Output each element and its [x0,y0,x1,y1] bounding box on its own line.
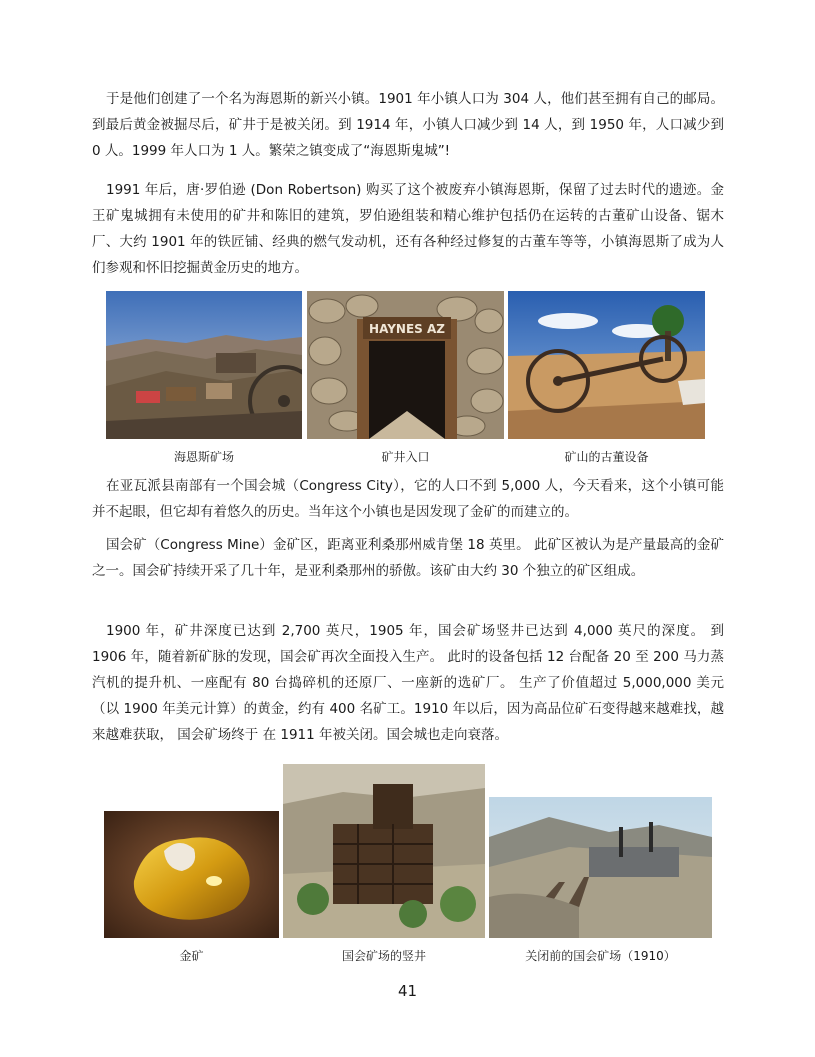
mine-entrance-photo [307,291,504,439]
caption-mine-entrance: 矿井入口 [381,450,430,464]
caption-antique-equipment: 矿山的古董设备 [564,450,649,464]
paragraph-haynes-town: 于是他们创建了一个名为海恩斯的新兴小镇。1901 年小镇人口为 304 人，他们甚至拥有自己的邮局。到最后黄金被掘尽后，矿井于是被关闭。到 1914 年，小镇人口减少到 14 人，到 1950 年，人口减少到 0 人。1999 年人口为 1 人。繁荣之镇变成了“海恩斯鬼城”! [92,91,724,159]
paragraph-congress-city: 在亚瓦派县南部有一个国会城（Congress City），它的人口不到 5,000 人，今天看来，这个小镇可能并不起眼，但它却有着悠久的历史。当年这个小镇也是因发现了金矿的而建立的。 [92,478,724,520]
paragraph-congress-mine: 国会矿（Congress Mine）金矿区，距离亚利桑那州威肯堡 18 英里。 此矿区被认为是产量最高的金矿之一。国会矿持续开采了几十年，是亚利桑那州的骄傲。该矿由大约 30 个独立的矿区组成。 [92,537,724,579]
gold-nugget-photo [104,811,279,938]
caption-haynes-mine: 海恩斯矿场 [173,450,234,464]
antique-equipment-photo [508,291,705,439]
congress-mine-1910-photo [489,797,712,938]
mine-sign-text: HAYNES AZ [369,322,445,336]
haynes-mine-photo [106,291,302,439]
caption-mine-shaft: 国会矿场的竖井 [341,949,426,963]
page-number: 41 [397,982,418,1000]
paragraph-don-robertson: 1991 年后，唐·罗伯逊 (Don Robertson) 购买了这个被废弃小镇海恩斯，保留了过去时代的遗迹。金王矿鬼城拥有未使用的矿井和陈旧的建筑，罗伯逊组装和精心维护包括仍在运转的古董矿山设备、锯木厂、大约 1901 年的铁匠铺、经典的燃气发动机，还有各种经过修复的古董车等等，小镇海恩斯了成为人们参观和怀旧挖掘黄金历史的地方。 [92,182,724,276]
mine-shaft-photo [283,764,485,938]
caption-gold-nugget: 金矿 [179,949,204,963]
caption-congress-mine-1910: 关闭前的国会矿场（1910） [525,949,676,963]
paragraph-mine-history: 1900 年，矿井深度已达到 2,700 英尺，1905 年，国会矿场竖井已达到 4,000 英尺的深度。 到 1906 年，随着新矿脉的发现，国会矿再次全面投入生产。 此时的设备包括 12 台配备 20 至 200 马力蒸汽机的提升机、一座配有 80 台捣碎机的还原厂、一座新的选矿厂。 生产了价值超过 5,000,000 美元（以 1900 年美元计算）的黄金，约有 400 名矿工。1910 年以后，因为高品位矿石变得越来越难找，越来越难获取， 国会矿场终于 在 1911 年被关闭。国会城也走向衰落。 [92,623,724,743]
